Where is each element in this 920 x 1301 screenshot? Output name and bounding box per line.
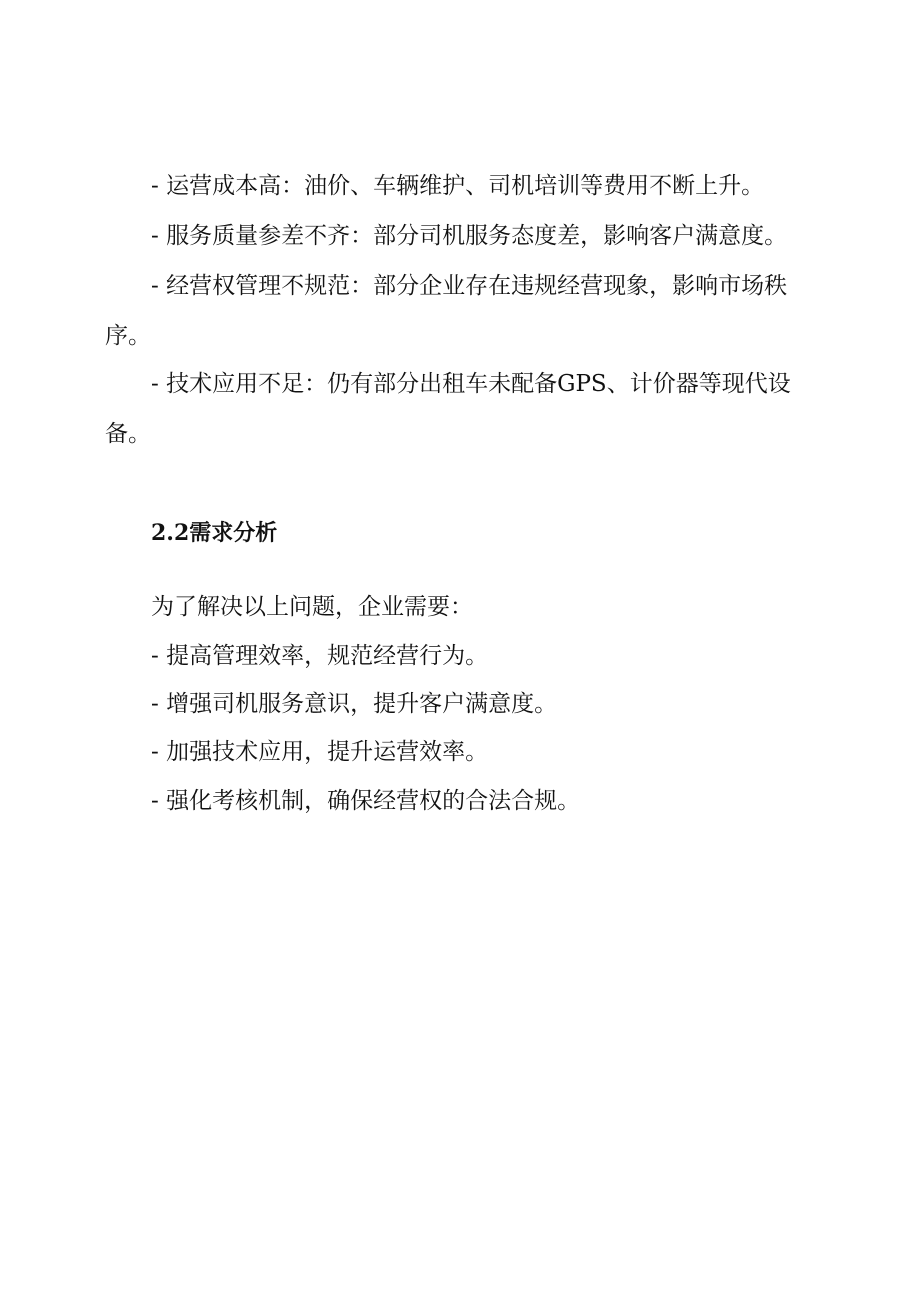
bullet-service-quality: - 服务质量参差不齐：部分司机服务态度差，影响客户满意度。 (151, 223, 788, 249)
bullet-license-management: - 经营权管理不规范：部分企业存在违规经营现象，影响市场秩序。 (105, 273, 788, 349)
need-item: - 强化考核机制，确保经营权的合法合规。 (151, 788, 581, 814)
intro-text: 为了解决以上问题，企业需要： (151, 594, 473, 620)
bullet-operating-cost: - 运营成本高：油价、车辆维护、司机培训等费用不断上升。 (151, 173, 765, 199)
bullet-technology-application: - 技术应用不足：仍有部分出租车未配备GPS、计价器等现代设备。 (105, 371, 791, 447)
need-item: - 提高管理效率，规范经营行为。 (151, 643, 489, 669)
need-item: - 加强技术应用，提升运营效率。 (151, 739, 489, 765)
need-item: - 增强司机服务意识，提升客户满意度。 (151, 691, 558, 717)
section-heading: 2.2需求分析 (151, 520, 278, 546)
